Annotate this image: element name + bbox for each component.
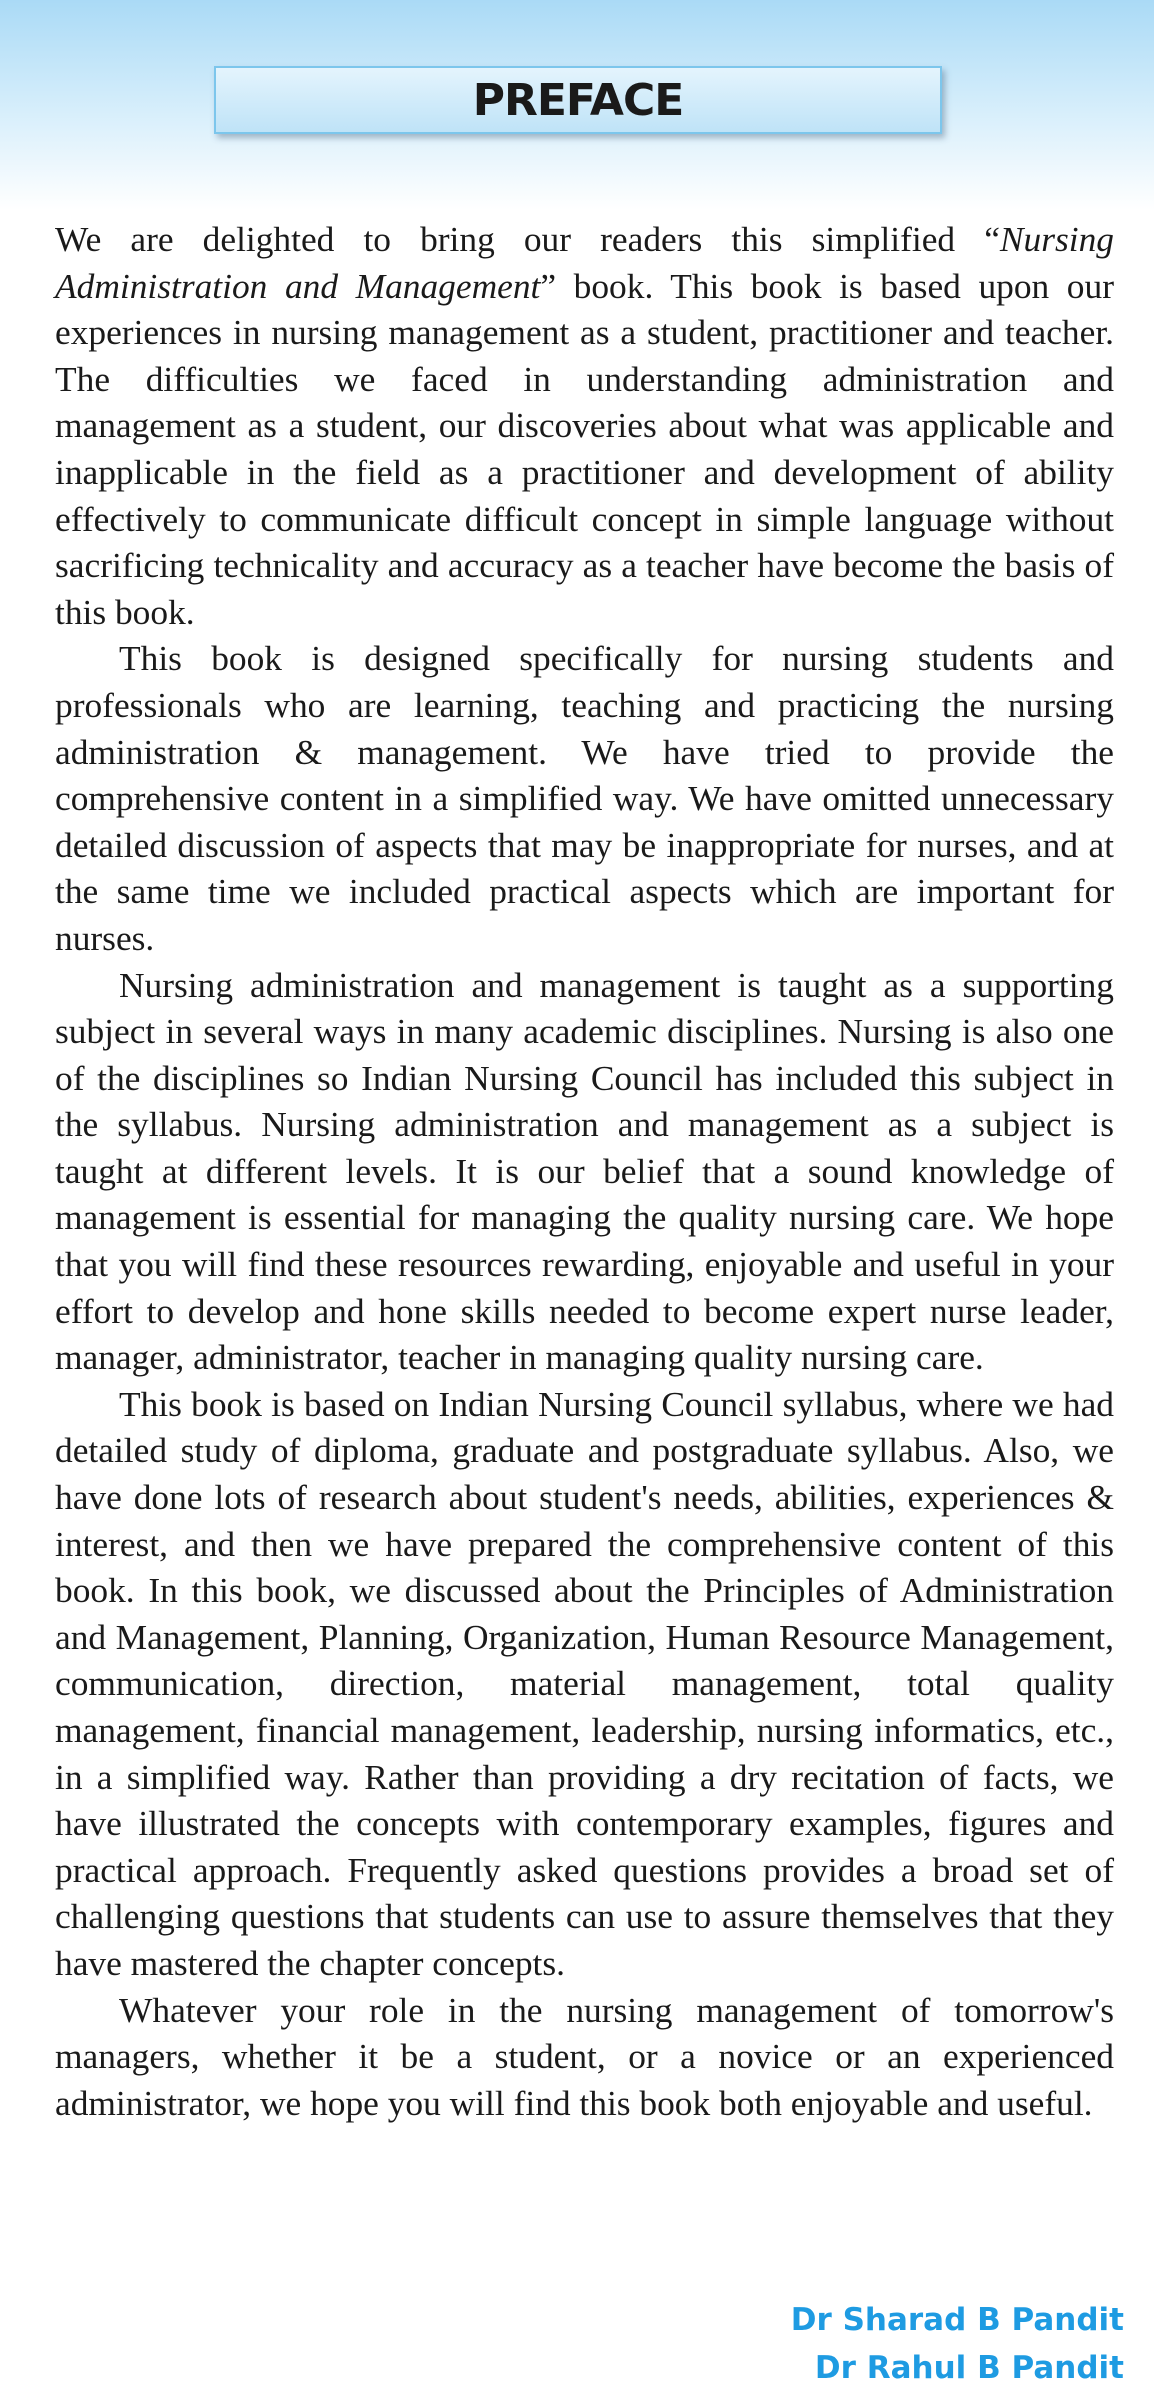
paragraph-1-prefix: We are delighted to bring our readers this simplified “: [55, 219, 1000, 259]
page-edge: [1154, 0, 1158, 2400]
paragraph-4: This book is based on Indian Nursing Council syllabus, where we had detailed study of diploma, graduate and postgraduate syllabus. Also, we have done lots of research about student's needs, abilities, experiences & interest, and then we have prepared the comprehensive content of this book. In this book, we discussed about the Principles of Administration and Management, Planning, Organization, Human Resource Management, communication, direction, material management, total quality management, financial management, leadership, nursing informatics, etc., in a simplified way. Rather than providing a dry recitation of facts, we have illustrated the concepts with contemporary examples, figures and practical approach. Frequently asked questions provides a broad set of challenging questions that students can use to assure themselves that they have mastered the chapter concepts.: [55, 1383, 1114, 1983]
book-title-italic: Nursing Administration and Management: [55, 219, 1114, 306]
author-name: Dr Rahul B Pandit: [814, 2350, 1124, 2386]
page-title: PREFACE: [472, 74, 684, 126]
preface-body: [55, 216, 1114, 2126]
paragraph-5: Whatever your role in the nursing management of tomorrow's managers, whether it be a student, or a novice or an experienced administrator, we hope you will find this book both enjoyable and useful.: [55, 1989, 1114, 2123]
paragraph-1-suffix: ” book. This book is based upon our experiences in nursing management as a student, practitioner and teacher. The difficulties we faced in understanding administration and management as a student, our discoveries about what was applicable and inapplicable in the field as a practitioner and development of ability effectively to communicate difficult concept in simple language without sacrificing technicality and accuracy as a teacher have become the basis of this book.: [55, 265, 1114, 632]
title-banner: [214, 66, 942, 134]
paragraph-1: [55, 216, 1114, 635]
paragraph-2: This book is designed specifically for nursing students and professionals who are learning, teaching and practicing the nursing administration & management. We have tried to provide the comprehensive content in a simplified way. We have omitted unnecessary detailed discussion of aspects that may be inappropriate for nurses, and at the same time we included practical aspects which are important for nurses.: [55, 638, 1114, 958]
author-name: Dr Sharad B Pandit: [790, 2302, 1124, 2338]
author-signatures: [791, 2296, 1124, 2392]
paragraph-3: Nursing administration and management is taught as a supporting subject in several ways in many academic disciplines. Nursing is also one of the disciplines so Indian Nursing Council has included this subject in the syllabus. Nursing administration and management as a subject is taught at different levels. It is our belief that a sound knowledge of management is essential for managing the quality nursing care. We hope that you will find these resources rewarding, enjoyable and useful in your effort to develop and hone skills needed to become expert nurse leader, manager, administrator, teacher in managing quality nursing care.: [55, 964, 1114, 1378]
